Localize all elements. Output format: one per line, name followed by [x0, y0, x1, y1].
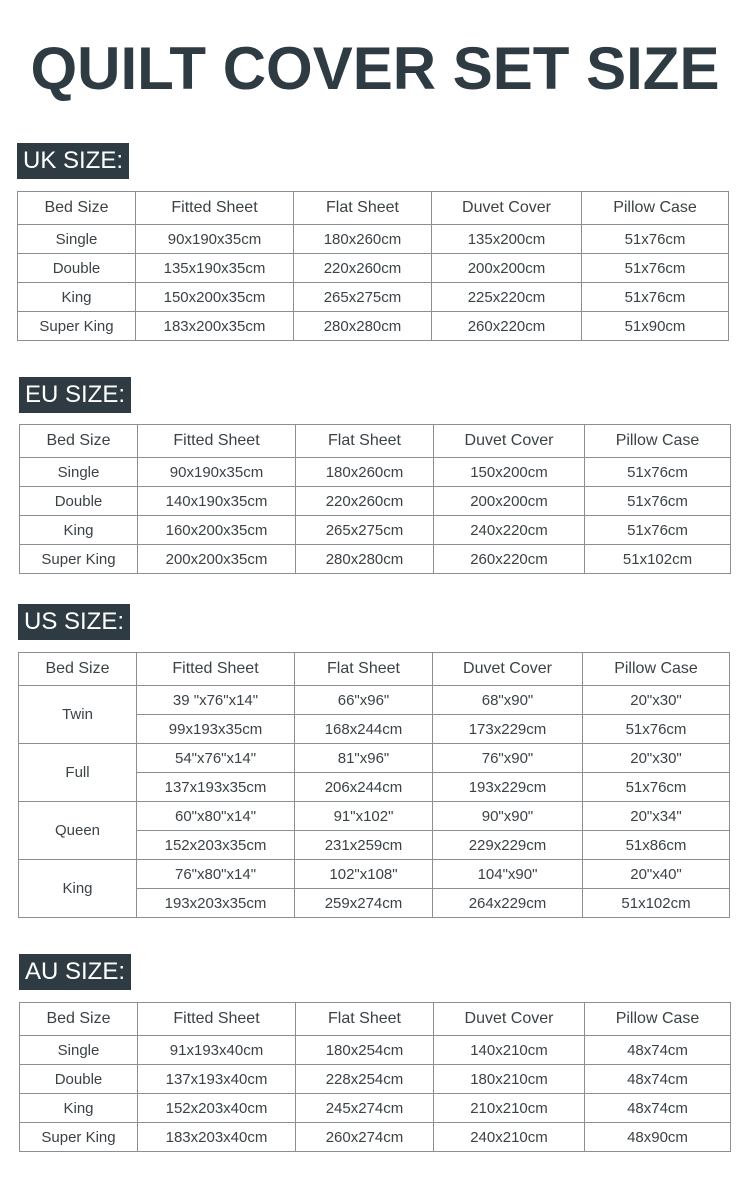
header-pillow-case: Pillow Case: [583, 653, 730, 686]
cell-pillow-case: 51x76cm: [582, 254, 729, 283]
table-row: [20, 1065, 731, 1094]
header-pillow-case: Pillow Case: [585, 1003, 731, 1036]
cell-fitted-sheet: 91x193x40cm: [138, 1036, 296, 1065]
table-row: [20, 516, 731, 545]
cell-pillow-case: 51x102cm: [583, 889, 730, 918]
cell-bed-size: Super King: [18, 312, 136, 341]
cell-fitted-sheet: 99x193x35cm: [137, 715, 295, 744]
table-row: [20, 1036, 731, 1065]
cell-bed-size: Single: [18, 225, 136, 254]
cell-duvet-cover: 260x220cm: [434, 545, 585, 574]
cell-fitted-sheet: 183x203x40cm: [138, 1123, 296, 1152]
cell-duvet-cover: 229x229cm: [433, 831, 583, 860]
table-row: [20, 1123, 731, 1152]
table-row: [18, 312, 729, 341]
cell-pillow-case: 51x76cm: [582, 283, 729, 312]
cell-fitted-sheet: 183x200x35cm: [136, 312, 294, 341]
cell-duvet-cover: 240x210cm: [434, 1123, 585, 1152]
cell-pillow-case: 20"x34": [583, 802, 730, 831]
cell-duvet-cover: 150x200cm: [434, 458, 585, 487]
uk-size-table: [17, 191, 729, 341]
header-fitted-sheet: Fitted Sheet: [136, 192, 294, 225]
cell-fitted-sheet: 54"x76"x14": [137, 744, 295, 773]
cell-flat-sheet: 280x280cm: [296, 545, 434, 574]
cell-duvet-cover: 180x210cm: [434, 1065, 585, 1094]
cell-bed-size: Double: [18, 254, 136, 283]
cell-flat-sheet: 220x260cm: [296, 487, 434, 516]
cell-flat-sheet: 102"x108": [295, 860, 433, 889]
cell-bed-size: Super King: [20, 1123, 138, 1152]
cell-pillow-case: 48x74cm: [585, 1036, 731, 1065]
cell-bed-size: King: [19, 860, 137, 918]
cell-duvet-cover: 264x229cm: [433, 889, 583, 918]
cell-flat-sheet: 265x275cm: [294, 283, 432, 312]
cell-duvet-cover: 193x229cm: [433, 773, 583, 802]
cell-fitted-sheet: 135x190x35cm: [136, 254, 294, 283]
cell-bed-size: Double: [20, 1065, 138, 1094]
cell-bed-size: Double: [20, 487, 138, 516]
cell-flat-sheet: 260x274cm: [296, 1123, 434, 1152]
cell-flat-sheet: 180x260cm: [296, 458, 434, 487]
table-row: [19, 744, 730, 773]
cell-flat-sheet: 259x274cm: [295, 889, 433, 918]
header-duvet-cover: Duvet Cover: [434, 1003, 585, 1036]
cell-pillow-case: 51x76cm: [585, 516, 731, 545]
cell-fitted-sheet: 152x203x40cm: [138, 1094, 296, 1123]
cell-flat-sheet: 180x260cm: [294, 225, 432, 254]
header-bed-size: Bed Size: [20, 425, 138, 458]
cell-fitted-sheet: 140x190x35cm: [138, 487, 296, 516]
cell-fitted-sheet: 137x193x40cm: [138, 1065, 296, 1094]
us-size-table: [18, 652, 730, 918]
table-row: [20, 458, 731, 487]
cell-duvet-cover: 76"x90": [433, 744, 583, 773]
header-fitted-sheet: Fitted Sheet: [138, 425, 296, 458]
cell-duvet-cover: 104"x90": [433, 860, 583, 889]
cell-duvet-cover: 260x220cm: [432, 312, 582, 341]
cell-flat-sheet: 231x259cm: [295, 831, 433, 860]
cell-fitted-sheet: 90x190x35cm: [136, 225, 294, 254]
cell-fitted-sheet: 60"x80"x14": [137, 802, 295, 831]
cell-bed-size: Twin: [19, 686, 137, 744]
header-bed-size: Bed Size: [20, 1003, 138, 1036]
cell-duvet-cover: 90"x90": [433, 802, 583, 831]
header-duvet-cover: Duvet Cover: [433, 653, 583, 686]
table-row: [18, 254, 729, 283]
table-header-row: [20, 425, 731, 458]
cell-fitted-sheet: 193x203x35cm: [137, 889, 295, 918]
table-row: [18, 283, 729, 312]
cell-duvet-cover: 140x210cm: [434, 1036, 585, 1065]
cell-fitted-sheet: 152x203x35cm: [137, 831, 295, 860]
header-flat-sheet: Flat Sheet: [296, 1003, 434, 1036]
us-section: [18, 604, 730, 924]
cell-fitted-sheet: 39 "x76"x14": [137, 686, 295, 715]
uk-section: [17, 143, 729, 343]
header-duvet-cover: Duvet Cover: [432, 192, 582, 225]
au-section: [19, 954, 731, 1164]
cell-pillow-case: 51x76cm: [585, 487, 731, 516]
cell-flat-sheet: 168x244cm: [295, 715, 433, 744]
table-row: [18, 225, 729, 254]
uk-size-label: UK SIZE:: [17, 143, 129, 179]
header-pillow-case: Pillow Case: [582, 192, 729, 225]
cell-flat-sheet: 180x254cm: [296, 1036, 434, 1065]
eu-section: [19, 377, 731, 577]
cell-bed-size: Super King: [20, 545, 138, 574]
header-fitted-sheet: Fitted Sheet: [138, 1003, 296, 1036]
cell-pillow-case: 51x102cm: [585, 545, 731, 574]
page-title: QUILT COVER SET SIZE: [30, 35, 720, 102]
cell-pillow-case: 48x74cm: [585, 1065, 731, 1094]
header-bed-size: Bed Size: [19, 653, 137, 686]
cell-bed-size: Full: [19, 744, 137, 802]
table-row: [19, 802, 730, 831]
au-size-table: [19, 1002, 731, 1152]
cell-bed-size: Single: [20, 1036, 138, 1065]
cell-fitted-sheet: 137x193x35cm: [137, 773, 295, 802]
us-size-label: US SIZE:: [18, 604, 130, 640]
cell-fitted-sheet: 90x190x35cm: [138, 458, 296, 487]
cell-pillow-case: 48x74cm: [585, 1094, 731, 1123]
header-flat-sheet: Flat Sheet: [296, 425, 434, 458]
eu-size-table: [19, 424, 731, 574]
au-size-label: AU SIZE:: [19, 954, 131, 990]
cell-pillow-case: 51x76cm: [583, 773, 730, 802]
cell-flat-sheet: 81"x96": [295, 744, 433, 773]
table-header-row: [19, 653, 730, 686]
cell-flat-sheet: 220x260cm: [294, 254, 432, 283]
table-row: [19, 860, 730, 889]
table-header-row: [18, 192, 729, 225]
cell-duvet-cover: 68"x90": [433, 686, 583, 715]
cell-flat-sheet: 280x280cm: [294, 312, 432, 341]
header-fitted-sheet: Fitted Sheet: [137, 653, 295, 686]
cell-flat-sheet: 206x244cm: [295, 773, 433, 802]
cell-duvet-cover: 200x200cm: [434, 487, 585, 516]
cell-pillow-case: 51x76cm: [585, 458, 731, 487]
header-pillow-case: Pillow Case: [585, 425, 731, 458]
cell-bed-size: King: [18, 283, 136, 312]
cell-pillow-case: 51x90cm: [582, 312, 729, 341]
table-row: [19, 686, 730, 715]
cell-bed-size: King: [20, 516, 138, 545]
cell-flat-sheet: 66"x96": [295, 686, 433, 715]
header-flat-sheet: Flat Sheet: [294, 192, 432, 225]
header-duvet-cover: Duvet Cover: [434, 425, 585, 458]
cell-duvet-cover: 240x220cm: [434, 516, 585, 545]
cell-flat-sheet: 265x275cm: [296, 516, 434, 545]
cell-duvet-cover: 200x200cm: [432, 254, 582, 283]
cell-duvet-cover: 173x229cm: [433, 715, 583, 744]
cell-flat-sheet: 245x274cm: [296, 1094, 434, 1123]
header-flat-sheet: Flat Sheet: [295, 653, 433, 686]
cell-pillow-case: 20"x40": [583, 860, 730, 889]
table-row: [20, 487, 731, 516]
cell-fitted-sheet: 76"x80"x14": [137, 860, 295, 889]
cell-duvet-cover: 225x220cm: [432, 283, 582, 312]
eu-size-label: EU SIZE:: [19, 377, 131, 413]
cell-duvet-cover: 135x200cm: [432, 225, 582, 254]
cell-bed-size: King: [20, 1094, 138, 1123]
cell-bed-size: Queen: [19, 802, 137, 860]
cell-pillow-case: 51x86cm: [583, 831, 730, 860]
cell-duvet-cover: 210x210cm: [434, 1094, 585, 1123]
cell-flat-sheet: 91"x102": [295, 802, 433, 831]
cell-pillow-case: 20"x30": [583, 744, 730, 773]
cell-pillow-case: 51x76cm: [582, 225, 729, 254]
table-header-row: [20, 1003, 731, 1036]
cell-pillow-case: 51x76cm: [583, 715, 730, 744]
cell-bed-size: Single: [20, 458, 138, 487]
cell-fitted-sheet: 150x200x35cm: [136, 283, 294, 312]
header-bed-size: Bed Size: [18, 192, 136, 225]
cell-pillow-case: 20"x30": [583, 686, 730, 715]
cell-flat-sheet: 228x254cm: [296, 1065, 434, 1094]
cell-fitted-sheet: 160x200x35cm: [138, 516, 296, 545]
table-row: [20, 1094, 731, 1123]
cell-pillow-case: 48x90cm: [585, 1123, 731, 1152]
table-row: [20, 545, 731, 574]
cell-fitted-sheet: 200x200x35cm: [138, 545, 296, 574]
